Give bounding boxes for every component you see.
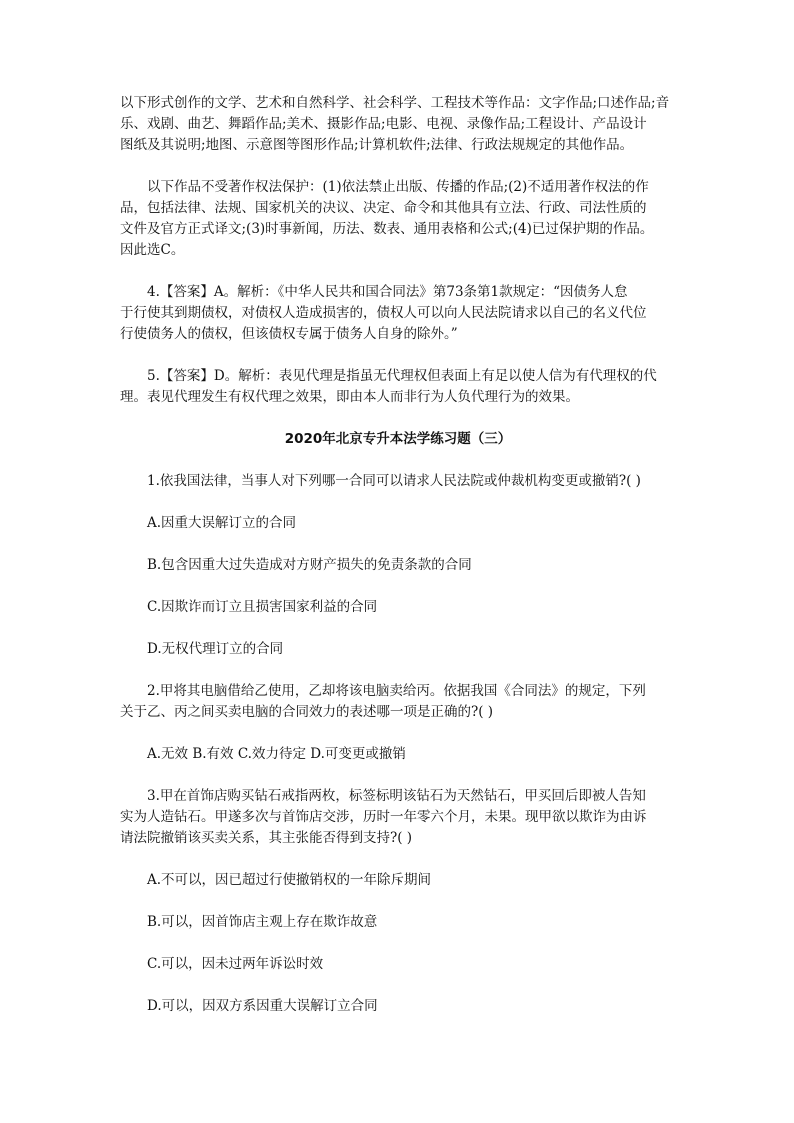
text-line: 于行使其到期债权，对债权人造成损害的，债权人可以向人民法院请求以自己的名义代位 xyxy=(120,305,647,321)
question-3-option-b: B.可以，因首饰店主观上存在欺诈故意 xyxy=(147,914,378,930)
text-line: 3.甲在首饰店购买钻石戒指两枚，标签标明该钻石为天然钻石，甲买回后即被人告知 xyxy=(147,788,646,804)
question-3-option-c: C.可以，因未过两年诉讼时效 xyxy=(147,956,324,972)
question-1-option-a: A.因重大误解订立的合同 xyxy=(147,515,297,531)
question-1-option-d: D.无权代理订立的合同 xyxy=(147,641,284,657)
text-line: 以下作品不受著作权法保护：(1)依法禁止出版、传播的作品;(2)不适用著作权法的作 xyxy=(147,179,649,195)
answer-4-paragraph xyxy=(120,282,676,345)
text-line: 2.甲将其电脑借给乙使用，乙却将该电脑卖给丙。依据我国《合同法》的规定，下列 xyxy=(147,683,646,699)
text-line: 5.【答案】D。解析：表见代理是指虽无代理权但表面上有足以使人信为有代理权的代 xyxy=(147,368,657,384)
text-line: 关于乙、丙之间买卖电脑的合同效力的表述哪一项是正确的?( ) xyxy=(120,704,494,720)
question-3-stem xyxy=(120,786,676,849)
question-1-option-c: C.因欺诈而订立且损害国家利益的合同 xyxy=(147,599,378,615)
text-line: 乐、戏剧、曲艺、舞蹈作品;美术、摄影作品;电影、电视、录像作品;工程设计、产品设计 xyxy=(120,116,647,132)
question-1-stem xyxy=(120,471,676,492)
question-3-option-d: D.可以，因双方系因重大误解订立合同 xyxy=(147,998,378,1014)
answer-5-paragraph xyxy=(120,366,676,408)
text-line: 因此选C。 xyxy=(120,242,185,258)
unprotected-works-paragraph xyxy=(120,177,676,261)
text-line: 文件及官方正式译文;(3)时事新闻，历法、数表、通用表格和公式;(4)已过保护期的作品。 xyxy=(120,221,654,237)
text-line: 4.【答案】A。解析：《中华人民共和国合同法》第73条第1款规定：“因债务人怠 xyxy=(147,284,628,300)
text-line: 图纸及其说明;地图、示意图等图形作品;计算机软件;法律、行政法规规定的其他作品。 xyxy=(120,137,634,153)
question-2-stem xyxy=(120,681,676,723)
section-title: 2020年北京专升本法学练习题（三） xyxy=(284,431,512,447)
document-page xyxy=(120,93,676,1038)
intro-paragraph xyxy=(120,93,676,156)
text-line: 理。表见代理发生有权代理之效果，即由本人而非行为人负代理行为的效果。 xyxy=(120,389,579,405)
question-1-option-b: B.包含因重大过失造成对方财产损失的免责条款的合同 xyxy=(147,557,472,573)
text-line: 品，包括法律、法规、国家机关的决议、决定、命令和其他具有立法、行政、司法性质的 xyxy=(120,200,647,216)
text-line: 请法院撤销该买卖关系，其主张能否得到支持?( ) xyxy=(120,830,413,846)
text-line: 行使债务人的债权，但该债权专属于债务人自身的除外。” xyxy=(120,326,458,342)
text-line: 1.依我国法律，当事人对下列哪一合同可以请求人民法院或仲裁机构变更或撤销?( ) xyxy=(147,473,641,489)
text-line: 以下形式创作的文学、艺术和自然科学、社会科学、工程技术等作品：文字作品;口述作品;音 xyxy=(120,95,670,111)
text-line: 实为人造钻石。甲遂多次与首饰店交涉，历时一年零六个月，未果。现甲欲以欺诈为由诉 xyxy=(120,809,647,825)
question-2-options: A.无效 B.有效 C.效力待定 D.可变更或撤销 xyxy=(147,746,406,762)
question-3-option-a: A.不可以，因已超过行使撤销权的一年除斥期间 xyxy=(147,872,432,888)
